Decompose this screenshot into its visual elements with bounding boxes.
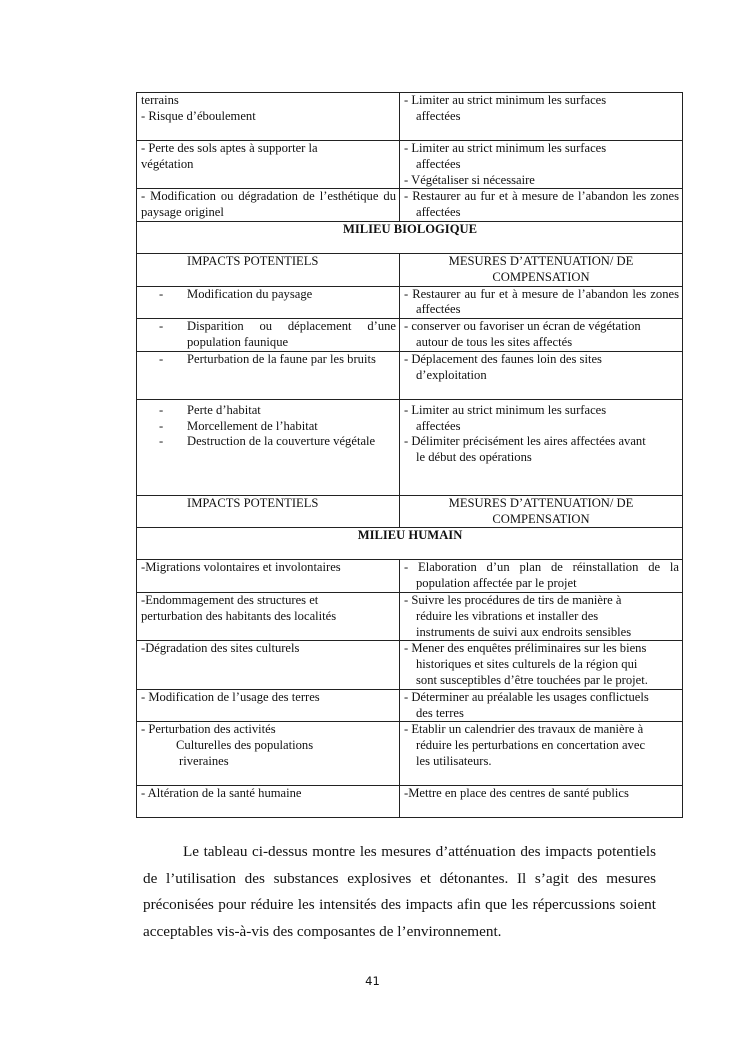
- measure-text: instruments de suivi aux endroits sensibles: [416, 624, 632, 639]
- bullet-item: [141, 434, 396, 450]
- section-title-humain: MILIEU HUMAIN: [137, 528, 683, 560]
- measure-cell: [400, 351, 683, 399]
- measure-cell: [400, 93, 683, 141]
- measure-text: - Végétaliser si nécessaire: [404, 172, 535, 187]
- bullet-dash: -: [159, 319, 164, 334]
- table-row: [137, 93, 683, 141]
- impact-text: -Migrations volontaires et involontaires: [141, 560, 341, 575]
- body-paragraph: [143, 839, 656, 945]
- impact-text: -Dégradation des sites culturels: [141, 641, 300, 656]
- measure-text: réduire les vibrations et installer des: [416, 608, 599, 623]
- measure-text: - Délimiter précisément les aires affectées avant: [404, 434, 646, 449]
- bullet-item: [141, 419, 396, 435]
- impact-text: Perturbation de la faune par les bruits: [187, 351, 376, 366]
- table-row: [137, 641, 683, 689]
- measure-cell: [400, 399, 683, 495]
- impact-cell: [137, 399, 400, 495]
- header-row: [137, 253, 683, 286]
- impact-text: - Modification ou dégradation de l’esthétique du paysage originel: [141, 189, 396, 220]
- measure-text: - Elaboration d’un plan de réinstallation de la population affectée par le projet: [404, 560, 679, 591]
- measure-text: d’exploitation: [416, 367, 487, 382]
- measure-text: - Suivre les procédures de tirs de manière à: [404, 592, 622, 607]
- measure-text: affectées: [416, 156, 461, 171]
- impact-text: riveraines: [179, 753, 229, 768]
- bullet-dash: -: [159, 286, 164, 301]
- table-row: [137, 351, 683, 399]
- impact-text: Culturelles des populations: [176, 738, 314, 753]
- impact-text: perturbation des habitants des localités: [141, 608, 337, 623]
- table-row: [137, 560, 683, 593]
- impact-cell: [137, 722, 400, 786]
- table-row: [137, 286, 683, 319]
- table-row: [137, 399, 683, 495]
- impact-cell: [137, 560, 400, 593]
- measure-text: les utilisateurs.: [416, 753, 492, 768]
- measure-text: historiques et sites culturels de la région qui: [416, 657, 638, 672]
- measure-text: affectées: [416, 108, 461, 123]
- measure-cell: [400, 319, 683, 352]
- table-row: [137, 319, 683, 352]
- measure-cell: [400, 786, 683, 818]
- table-row: [137, 786, 683, 818]
- page-number: 41: [365, 974, 380, 988]
- measure-text: - Restaurer au fur et à mesure de l’abandon les zones affectées: [404, 286, 679, 317]
- measure-text: - conserver ou favoriser un écran de végétation: [404, 319, 641, 334]
- impact-cell: [137, 319, 400, 352]
- impact-cell: [137, 592, 400, 640]
- section-row: [137, 221, 683, 253]
- impact-text: -Endommagement des structures et: [141, 592, 319, 607]
- impact-text: - Perturbation des activités: [141, 722, 276, 737]
- impact-text: Destruction de la couverture végétale: [187, 434, 376, 449]
- impact-cell: [137, 189, 400, 222]
- measure-cell: [400, 560, 683, 593]
- measure-text: - Limiter au strict minimum les surfaces: [404, 141, 607, 155]
- bullet-dash: -: [159, 434, 164, 449]
- table-row: [137, 141, 683, 189]
- measure-text: - Restaurer au fur et à mesure de l’abandon les zones affectées: [404, 189, 679, 220]
- measure-text: -Mettre en place des centres de santé publics: [404, 786, 629, 801]
- measure-text: - Etablir un calendrier des travaux de manière à: [404, 722, 644, 737]
- impact-text: Modification du paysage: [187, 286, 313, 301]
- bullet-dash: -: [159, 351, 164, 366]
- measure-cell: [400, 641, 683, 689]
- header-measures: MESURES D’ATTENUATION/ DE COMPENSATION: [400, 495, 683, 528]
- impacts-table: [136, 92, 683, 818]
- header-measures: MESURES D’ATTENUATION/ DE COMPENSATION: [400, 253, 683, 286]
- impact-cell: [137, 786, 400, 818]
- impact-cell: [137, 93, 400, 141]
- impact-text: Morcellement de l’habitat: [187, 418, 318, 433]
- impact-text: - Perte des sols aptes à supporter la végétation: [141, 141, 318, 171]
- measure-cell: [400, 722, 683, 786]
- impact-text: terrains: [141, 93, 179, 107]
- impact-text: - Modification de l’usage des terres: [141, 689, 320, 704]
- measure-text: le début des opérations: [416, 450, 532, 465]
- bullet-item: [141, 287, 396, 303]
- section-row: [137, 528, 683, 560]
- measure-text: réduire les perturbations en concertation avec: [416, 738, 646, 753]
- impact-text: Perte d’habitat: [187, 402, 261, 417]
- measure-cell: [400, 189, 683, 222]
- measure-cell: [400, 592, 683, 640]
- table-row: [137, 189, 683, 222]
- measure-text: - Déterminer au préalable les usages conflictuels: [404, 689, 649, 704]
- impact-cell: [137, 689, 400, 722]
- measure-cell: [400, 286, 683, 319]
- impact-text: - Altération de la santé humaine: [141, 786, 302, 801]
- impact-text: - Risque d’éboulement: [141, 108, 256, 123]
- table-row: [137, 592, 683, 640]
- bullet-dash: -: [159, 418, 164, 433]
- measure-text: - Mener des enquêtes préliminaires sur les biens: [404, 641, 647, 656]
- table-row: [137, 689, 683, 722]
- bullet-item: [141, 403, 396, 419]
- impact-cell: [137, 351, 400, 399]
- paragraph-text: Le tableau ci-dessus montre les mesures d’atténuation des impacts potentiels de l’utilisation des substances explosives et détonantes. Il s’agit des mesures préconisées pour réduire les intensités des impacts afin que les répercussions soient acceptables vis-à-vis des composantes de l’environnement.: [143, 843, 656, 940]
- measure-cell: [400, 689, 683, 722]
- header-impacts: IMPACTS POTENTIELS: [137, 253, 400, 286]
- measure-text: des terres: [416, 705, 464, 720]
- measure-text: affectées: [416, 418, 461, 433]
- measure-text: sont susceptibles d’être touchées par le projet.: [416, 672, 648, 687]
- table-row: [137, 722, 683, 786]
- header-row: [137, 495, 683, 528]
- bullet-item: [141, 319, 396, 351]
- impact-cell: [137, 141, 400, 189]
- measure-text: autour de tous les sites affectés: [416, 334, 573, 349]
- impact-cell: [137, 641, 400, 689]
- measure-cell: [400, 141, 683, 189]
- bullet-item: [141, 352, 396, 368]
- impact-text: Disparition ou déplacement d’une population faunique: [187, 319, 396, 349]
- impact-cell: [137, 286, 400, 319]
- measure-text: - Déplacement des faunes loin des sites: [404, 351, 602, 366]
- bullet-dash: -: [159, 402, 164, 417]
- measure-text: - Limiter au strict minimum les surfaces: [404, 93, 607, 107]
- section-title-biologique: MILIEU BIOLOGIQUE: [137, 221, 683, 253]
- measure-text: - Limiter au strict minimum les surfaces: [404, 402, 607, 417]
- header-impacts: IMPACTS POTENTIELS: [137, 495, 400, 528]
